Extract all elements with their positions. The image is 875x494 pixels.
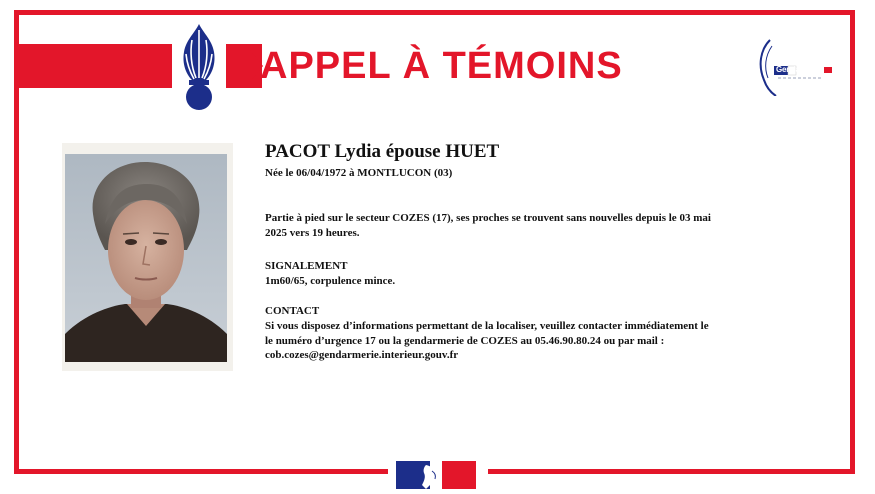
logo-text: Gendarmerie	[776, 65, 824, 74]
info-panel	[265, 140, 805, 361]
contact-text	[265, 319, 795, 363]
portrait-photo	[65, 154, 227, 362]
signalement-heading: SIGNALEMENT	[265, 260, 348, 272]
contact-line: le numéro d’urgence 17 ou la gendarmerie de COZES au 05.46.90.80.24 ou par mail :	[265, 334, 665, 347]
contact-line: Si vous disposez d’informations permettant de la localiser, veuillez contacter immédiatement le	[265, 320, 709, 332]
contact-heading: CONTACT	[265, 305, 320, 317]
person-name: PACOT Lydia épouse HUET	[265, 141, 500, 162]
disappearance-description	[265, 211, 805, 240]
signalement-text: 1m60/65, corpulence mince.	[265, 275, 396, 287]
marianne-flag-icon	[396, 461, 476, 489]
birth-info: Née le 06/04/1972 à MONTLUCON (03)	[265, 167, 453, 179]
gendarmerie-logo	[756, 36, 836, 96]
description-line: 2025 vers 19 heures.	[265, 226, 360, 239]
photo-card	[62, 143, 233, 371]
page-title: APPEL À TÉMOINS	[260, 45, 623, 87]
grenade-emblem-icon	[172, 20, 226, 112]
contact-email: cob.cozes@gendarmerie.interieur.gouv.fr	[265, 349, 459, 361]
description-line: Partie à pied sur le secteur COZES (17), ses proches se trouvent sans nouvelles depuis le 03 mai	[265, 212, 711, 224]
